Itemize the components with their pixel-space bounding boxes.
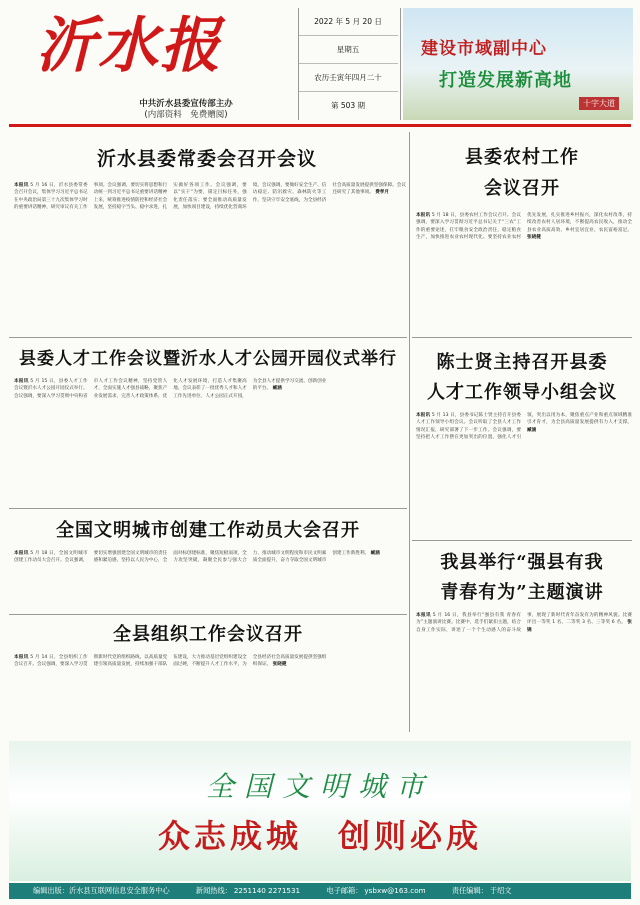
publisher-line: 中共沂水县委宣传部主办 xyxy=(139,99,233,109)
article-author: 张晓健 xyxy=(527,235,541,241)
headline-organization-work: 全县组织工作会议召开 xyxy=(113,624,303,645)
article-lead: 本报讯 xyxy=(416,213,431,218)
banner-slogan: 众志成城 创则必成 xyxy=(157,817,482,855)
datebox-divider-left xyxy=(298,8,299,120)
issue-date: 2022 年 5 月 20 日 xyxy=(298,8,398,36)
issue-number: 第 503 期 xyxy=(330,101,366,110)
banner-slogan-1: 建设市域副中心 xyxy=(421,39,547,59)
article-talent-group xyxy=(416,412,632,536)
date-box xyxy=(298,8,398,120)
article-body: 5 月 13 日，县委书记陈士贤主持召开县委人才工作领导小组会议。会议听取了全县人才工作情况汇报，研究部署了下一步工作。会议强调，要坚持把人才工作摆在更加突出的位置，强化人才引领，突出以用为本，聚焦重点产业和重点领域精准引才育才，为全县高质量发展提供有力人才支撑。 xyxy=(416,413,632,441)
headline-youth-speech-1: 我县举行“强县有我 xyxy=(440,552,604,573)
banner-title: 全国文明城市 xyxy=(205,770,434,803)
article-body: 5 月 18 日，县委农村工作会议召开。会议强调，要深入学习贯彻习近平总书记关于“三农”工作的重要论述，扛牢粮食安全政治责任，稳定粮食生产，加快推进农业农村现代化。要坚持农业农村优先发展，扎实推进乡村振兴，深化农村改革，持续改善农村人居环境，不断提高农民收入，推动全县农业高质高效、乡村宜居宜业、农民富裕富足。 xyxy=(416,213,632,241)
footer-editor: 编辑出版：沂水县互联网信息安全服务中心 xyxy=(33,886,170,895)
article-talent-conference xyxy=(14,378,406,504)
article-author: 费孝月 xyxy=(375,190,389,196)
article-body: 5 月 14 日，全县组织工作会议召开。会议强调，要深入学习贯彻新时代党的组织路线，以高质量党建引领高质量发展，持续加强干部队伍建设，大力推动基层党组织建设全面过硬，不断提升人才工作水平，为全县经济社会高质量发展提供坚强组织保证。 xyxy=(14,655,327,668)
article-body: 5 月 16 日，沂水县委常委会召开会议，集体学习习近平总书记在中央政治局第三十九次集体学习时的重要讲话精神，研究审议有关工作事项。会议强调，要切实将思想和行动统一到习近平总书记重要讲话精神上来，统筹推进疫情防控和经济社会发展，坚持稳字当头、稳中求进，扎实做好各项工作。会议强调，要以“实干”为要，锚定目标任务，强化责任落实；要全面推动高质量发展，加快项目建设，持续优化营商环境。会议强调，要做好安全生产、信访稳定、防汛救灾、森林防火等工作，坚决守牢安全底线，为全县经济社会高质量发展提供坚强保障。会议还研究了其他事项。 xyxy=(14,183,406,211)
article-author: 张晓健 xyxy=(272,662,287,668)
article-author: 臧涵 xyxy=(370,551,380,556)
article-body: 5 月 15 日，县委人才工作会议暨沂水人才公园开园仪式举行。会议强调，要深入学习贯彻中央和省市人才工作会议精神，坚持党管人才，全面实施人才强县战略，聚焦产业发展需求，完善人才政策体系，优化人才发展环境，打造人才集聚高地。会议表彰了一批优秀人才和人才工作先进单位，人才公园正式开园，为全县人才提供学习交流、创新创业的平台。 xyxy=(14,379,327,399)
section-divider xyxy=(9,337,407,338)
column-divider xyxy=(409,132,410,732)
article-lead: 本报讯 xyxy=(14,183,29,188)
section-divider xyxy=(412,337,632,338)
headline-talent-conference: 县委人才工作会议暨沂水人才公园开园仪式举行 xyxy=(19,349,397,369)
headline-civilized-city: 全国文明城市创建工作动员大会召开 xyxy=(56,520,360,541)
masthead-banner xyxy=(403,8,633,120)
article-organization-work xyxy=(14,654,406,732)
masthead-rule xyxy=(9,124,631,127)
headline-rural-work-2: 会议召开 xyxy=(484,178,560,199)
banner-signature: 十字大道 xyxy=(579,97,619,110)
headline-standing-committee: 沂水县委常委会召开会议 xyxy=(96,148,317,170)
section-divider xyxy=(9,508,407,509)
issue-weekday: 星期五 xyxy=(298,36,398,64)
article-body: 5 月 18 日，全国文明城市创建工作动员大会召开。会议强调，要切实增强创建全国文明城市的责任感和紧迫感，坚持以人民为中心，全面对标创建标准，聚焦短板弱项，全力攻坚突破，凝聚全民参与强大合力，推动城市文明程度和市民文明素质全面提升，奋力夺取全国文明城市创建工作新胜利。 xyxy=(14,551,370,564)
footer-phone: 2251140 2271531 xyxy=(233,886,301,895)
footer-email-label: 电子邮箱： xyxy=(326,886,363,895)
article-lead: 本报讯 xyxy=(416,413,431,418)
article-lead: 本报讯 xyxy=(416,613,431,618)
issue-lunar-date: 农历壬寅年四月二十 xyxy=(298,64,398,92)
footer-duty-label: 责任编辑： xyxy=(451,886,488,895)
article-author: 臧涵 xyxy=(272,386,282,392)
article-standing-committee xyxy=(14,182,406,334)
headline-talent-group-1: 陈士贤主持召开县委 xyxy=(436,352,608,373)
article-lead: 本报讯 xyxy=(14,655,29,660)
headline-talent-group-2: 人才工作领导小组会议 xyxy=(427,382,617,403)
banner-slogan-2: 打造发展新高地 xyxy=(439,70,572,91)
article-author: 臧涵 xyxy=(527,427,537,433)
article-lead: 本报讯 xyxy=(14,379,29,384)
article-rural-work xyxy=(416,212,632,334)
datebox-divider-right xyxy=(400,8,401,120)
article-body: 5 月 16 日，我县举行“强县有我 青春有为”主题演讲比赛。比赛中，选手们紧扣主题，结合自身工作实际，讲述了一个个生动感人的奋斗故事，展现了新时代青年奋发有为的精神风貌。比赛评出一等奖 1 名、二等奖 3 名、三等奖 6 名。 xyxy=(416,613,632,633)
section-divider xyxy=(9,614,407,615)
article-civilized-city xyxy=(14,550,406,612)
civilized-city-banner xyxy=(9,741,631,881)
section-divider xyxy=(412,540,632,541)
headline-rural-work-1: 县委农村工作 xyxy=(465,147,579,168)
article-lead: 本报讯 xyxy=(14,551,29,556)
footer-info-bar xyxy=(9,883,631,899)
footer-duty-editor: 于绍文 xyxy=(489,886,512,895)
footer-email: ysbxw@163.com xyxy=(364,886,426,895)
masthead-logo: 沂水报 xyxy=(36,11,222,81)
headline-youth-speech-2: 青春有为”主题演讲 xyxy=(440,582,604,603)
publisher-note: (内部资料 免费赠阅) xyxy=(144,110,228,120)
article-youth-speech xyxy=(416,612,632,732)
article-author: 张锦 xyxy=(527,620,632,633)
footer-phone-label: 新闻热线： xyxy=(195,886,232,895)
